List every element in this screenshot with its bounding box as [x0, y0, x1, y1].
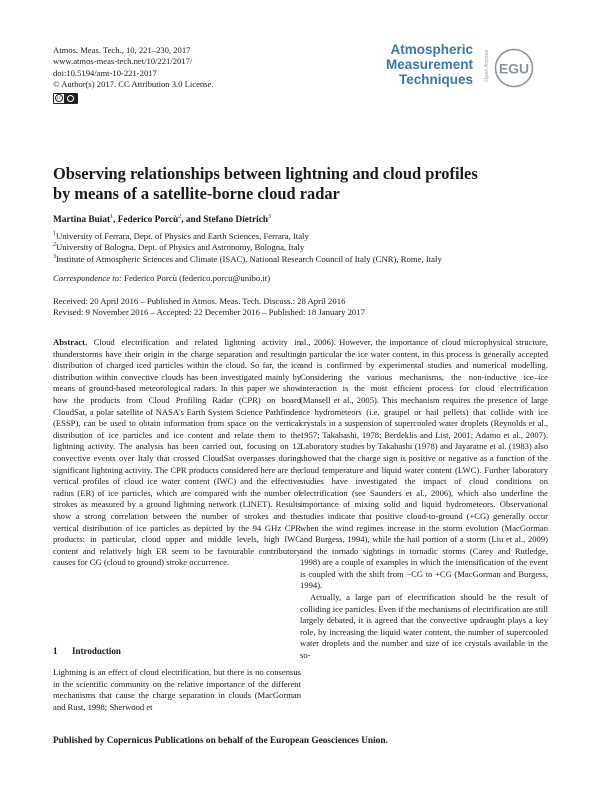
citation-doi-line[interactable]: doi:10.5194/amt-10-221-2017	[53, 67, 157, 78]
citation-journal-line: Atmos. Meas. Tech., 10, 221–230, 2017	[53, 45, 191, 55]
affiliation-marker: 1	[53, 231, 56, 238]
affiliation-item	[53, 242, 442, 253]
author-affiliation-marker: 3	[268, 213, 272, 220]
author-name: Stefano Dietrich	[203, 215, 269, 225]
affiliation-text: University of Ferrara, Dept. of Physics and Earth Sciences, Ferrara, Italy	[56, 231, 309, 241]
body-paragraph: al., 2006). However, the importance of cloud microphysical structure, in particular the ice water content, in this process is generally accepted and is confirmed by experimental studies and numerical modelling. Considering the various mechanisms, the non-inductive ice–ice interaction is the most efficient process for cloud electrification (Mansell et al., 2005). This mechanism requires the presence of large ice hydrometeors (i.e. graupel or hail pellets) that collide with ice crystals in a suspension of supercooled water droplets (Reynolds et al., 1957; Takahashi, 1978; Berdeklis and List, 2001; Adamo et al., 2007). Laboratory studies by Takahashi (1978) and Jayaratne et al. (1983) also showed that the charge sign is positive or negative as a function of the cloud temperature and liquid water content (LWC). Further laboratory studies have investigated the impact of cloud conditions on electrification (see Saunders et al., 2006), which also underline the importance of mixing solid and liquid hydrometeors. Observational studies indicate that positive cloud-to-ground (+CG) generally occur when the wind regimes increase in the storm evolution (MacGorman and Burgess, 1994), while the hail portion of a storm (Liu et al., 2009) and the tornado sightings in tornadic storms (Carey and Rutledge, 1998) are a couple of examples in which the intensification of the event is coupled with the shift from −CG to +CG (MacGorman and Burgess, 1994).	[300, 337, 548, 591]
author-name: Martina Buiat	[53, 215, 111, 225]
publication-dates	[53, 296, 365, 319]
open-access-label: Open Access	[484, 49, 490, 83]
journal-name-line-2: Measurement	[386, 57, 474, 72]
correspondence-line	[53, 273, 270, 283]
paper-title-line-1: Observing relationships between lightning and cloud profiles	[53, 164, 478, 183]
section-title: Introduction	[72, 646, 121, 656]
egu-logo-icon[interactable]	[494, 48, 534, 88]
affiliation-marker: 2	[53, 242, 56, 249]
revised-dates-line: Revised: 9 November 2016 – Accepted: 22 December 2016 – Published: 18 January 2017	[53, 307, 365, 318]
paper-title-line-2: by means of a satellite-borne cloud radar	[53, 184, 340, 203]
citation-block	[53, 45, 214, 104]
publisher-footer: Published by Copernicus Publications on behalf of the European Geosciences Union.	[53, 736, 388, 746]
right-column	[300, 337, 548, 662]
citation-url-line[interactable]: www.atmos-meas-tech.net/10/221/2017/	[53, 56, 193, 67]
affiliation-item	[53, 254, 442, 265]
author-name: Federico Porcù	[117, 215, 179, 225]
author-affiliation-marker: 2	[178, 213, 182, 220]
received-dates-line: Received: 20 April 2016 – Published in Atmos. Meas. Tech. Discuss.: 28 April 2016	[53, 296, 346, 306]
introduction-paragraph: Lightning is an effect of cloud electrification, but there is no consensus in the scientific community on the relative importance of the different mechanisms that cause the charge separation in clouds (MacGorman and Rust, 1998; Sherwood et	[53, 667, 301, 712]
affiliation-item	[53, 231, 442, 242]
correspondence-contact[interactable]: Federico Porcù (federico.porcu@unibo.it)	[124, 273, 271, 283]
author-separator: ,	[113, 215, 118, 225]
abstract-label: Abstract.	[53, 337, 88, 347]
correspondence-label: Correspondence to:	[53, 273, 122, 283]
journal-logo[interactable]	[386, 42, 473, 87]
section-heading-introduction	[53, 646, 121, 656]
author-list	[53, 215, 271, 225]
journal-name-line-1: Atmospheric	[390, 42, 474, 57]
affiliation-text: Institute of Atmospheric Sciences and Climate (ISAC), National Research Council of Italy (CNR), Rome, Italy	[56, 253, 442, 264]
cc-by-license-icon[interactable]: cc	[53, 93, 78, 104]
affiliation-marker: 3	[53, 253, 56, 260]
affiliation-text: University of Bologna, Dept. of Physics and Astronomy, Bologna, Italy	[56, 242, 305, 253]
egu-logo-text: EGU	[498, 60, 530, 77]
author-affiliation-marker: 1	[110, 213, 114, 220]
journal-name-line-3: Techniques	[399, 72, 474, 87]
section-number: 1	[53, 646, 58, 656]
body-paragraph: Actually, a large part of electrification should be the result of colliding ice particles. Even if the mechanisms of electrification are still largely debated, it is agreed that the convective updraught plays a key role, by increasing the liquid water content, the number of supercooled water droplets and the number and size of ice crystals available in the so-	[300, 592, 548, 661]
affiliation-list	[53, 231, 442, 265]
abstract-text: Cloud electrification and related lightning activity in thunderstorms have their origin in the charge separation and resulting distribution of charged iced particles within the cloud. So far, the ice distribution within convective clouds has been investigated mainly by means of ground-based meteorological radars. In this paper we show how the products from Cloud Profiling Radar (CPR) on board CloudSat, a polar satellite of NASA's Earth System Science Pathfinder (ESSP), can be used to obtain information from space on the vertical distribution of ice particles and ice content and relate them to the lightning activity. The analysis has been carried out, focusing on 12 convective events over Italy that crossed CloudSat overpasses during significant lightning activity. The CPR products considered here are the vertical profiles of cloud ice water content (IWC) and the effective radius (ER) of ice particles, which are compared with the number of strokes as measured by a ground lightning network (LINET). Results show a strong correlation between the number of strokes and the vertical distribution of ice particles as depicted by the 94 GHz CPR products: in particular, cloud upper and middle levels, high IWC content and relatively high ER seem to be favourable contributory causes for CG (cloud to ground) stroke occurrence.	[53, 337, 301, 568]
paper-title	[53, 164, 553, 204]
citation-license-line: © Author(s) 2017. CC Attribution 3.0 License.	[53, 79, 214, 90]
author-separator: , and	[181, 215, 204, 225]
abstract-paragraph	[53, 337, 301, 569]
